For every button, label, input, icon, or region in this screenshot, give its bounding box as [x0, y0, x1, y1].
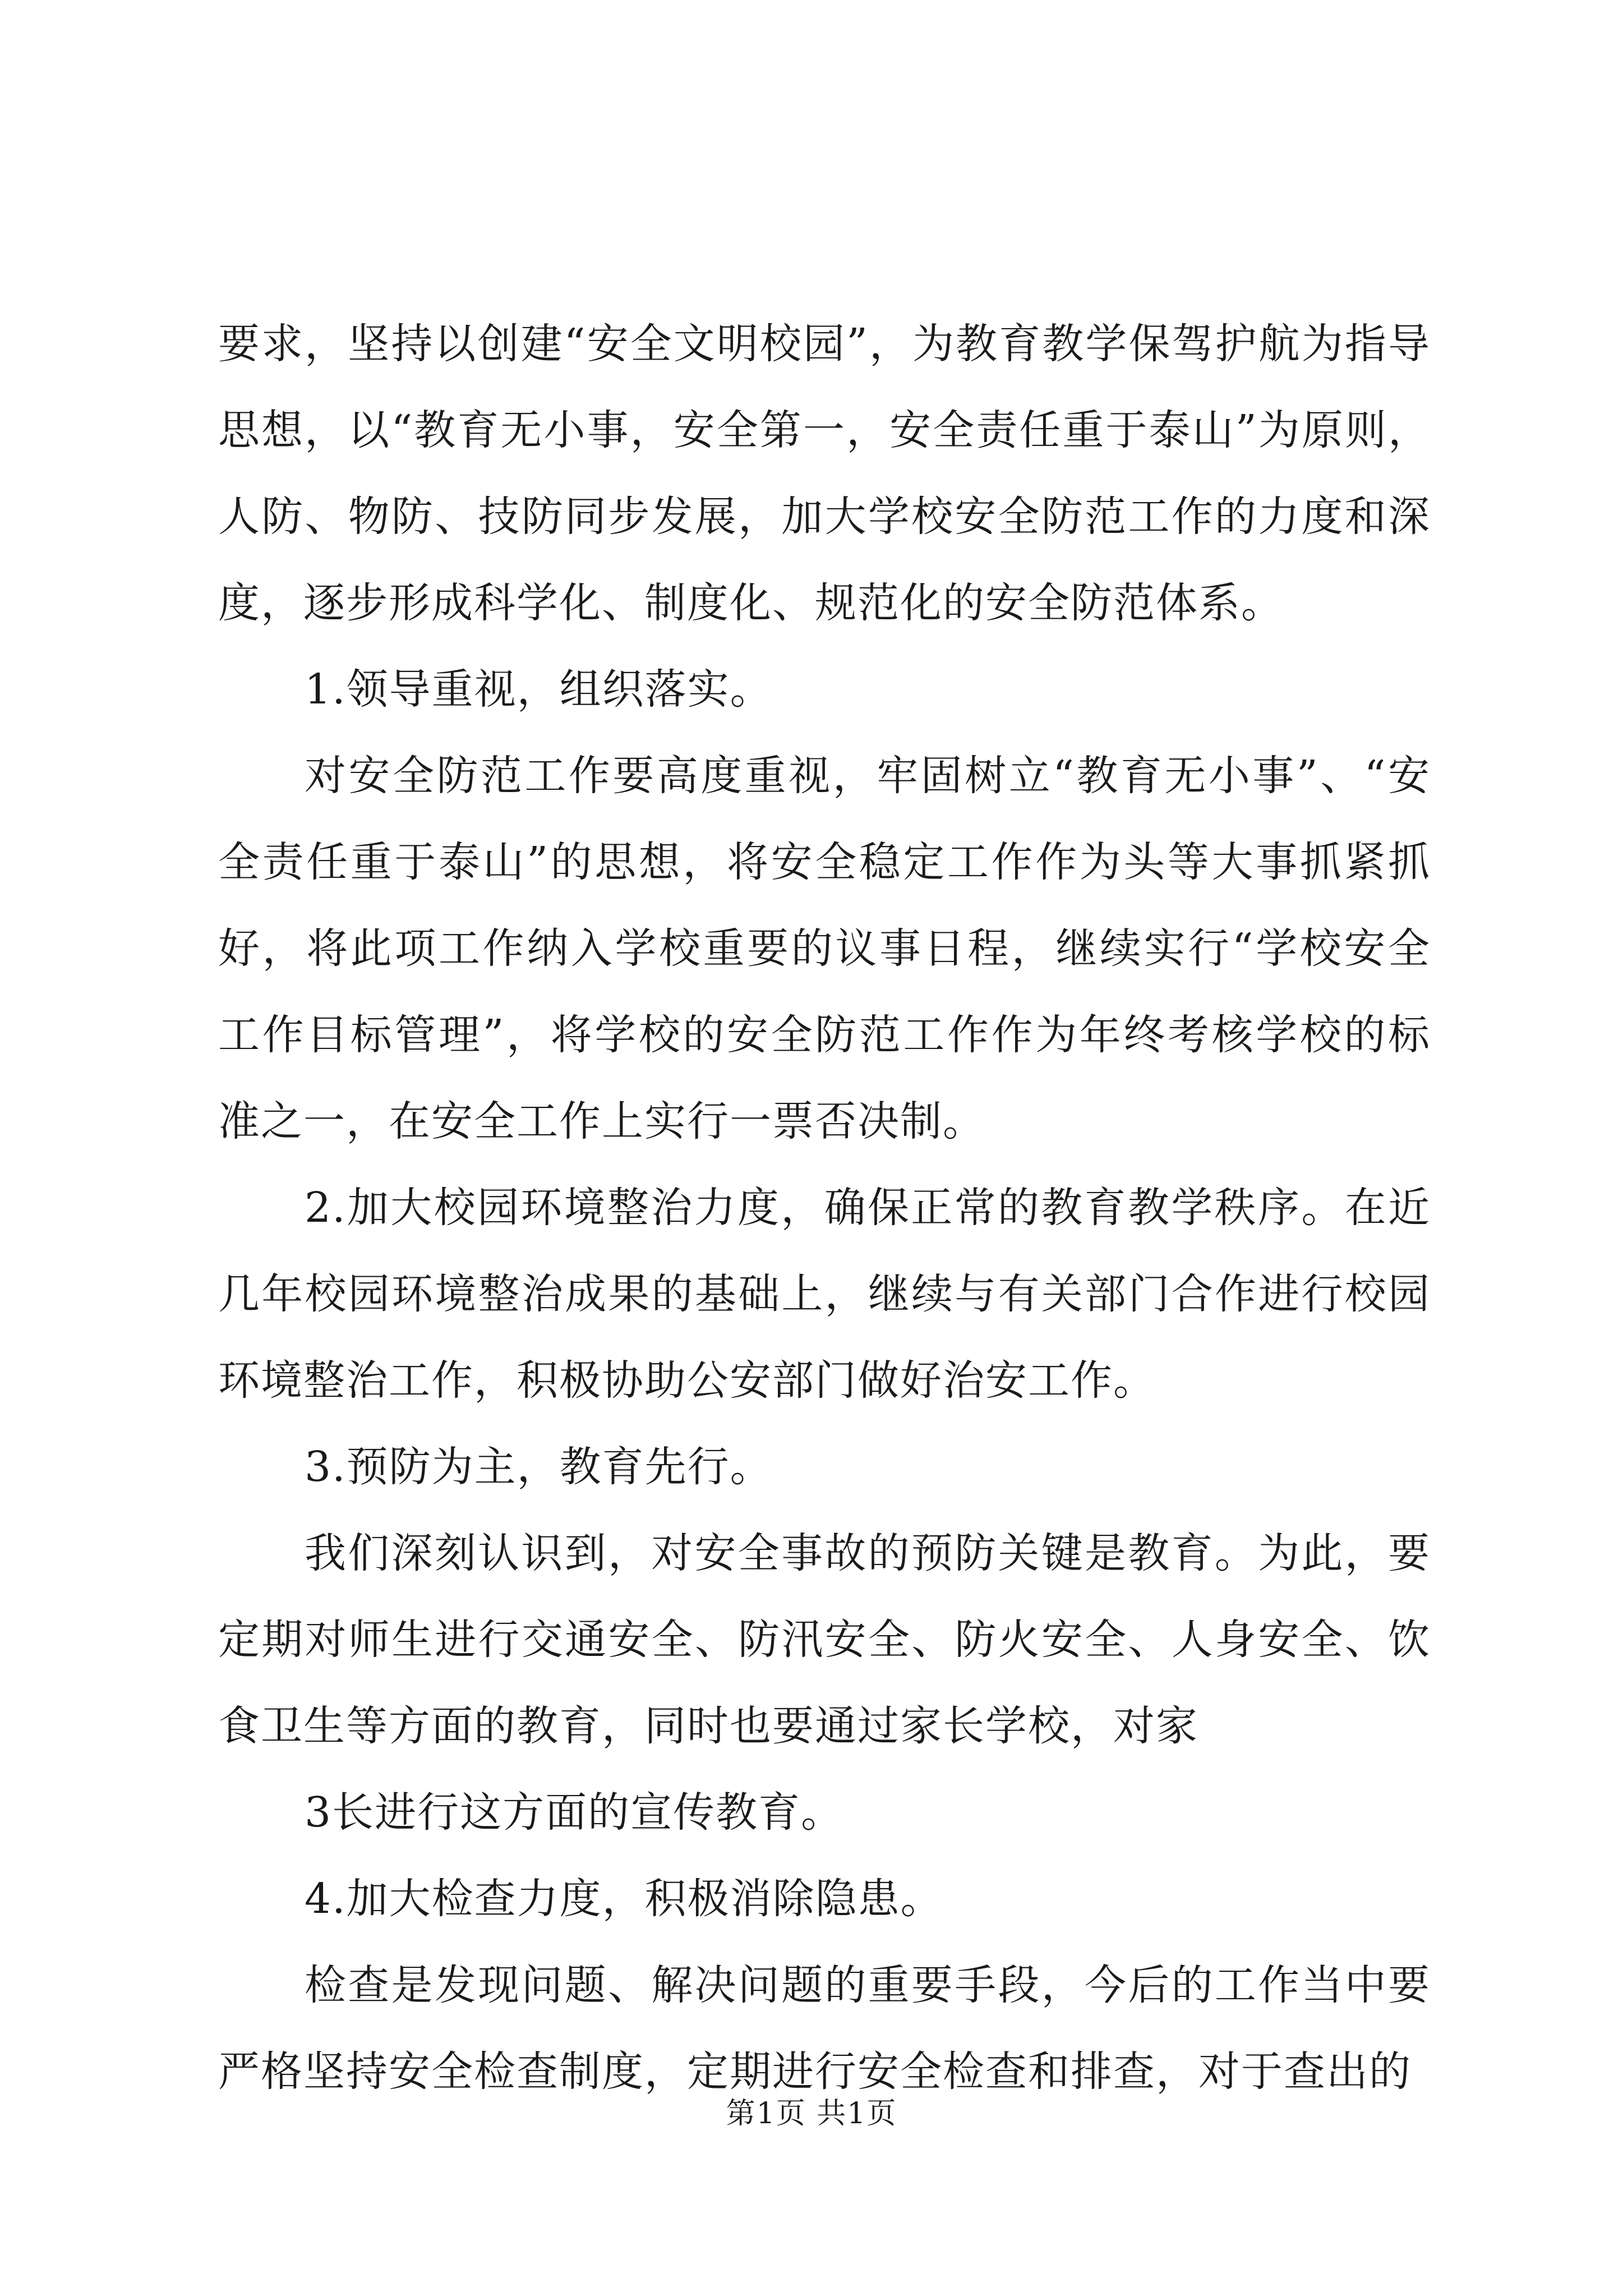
- paragraph-body-3-continued: 3长进行这方面的宣传教育。: [305, 1788, 844, 1837]
- paragraph-body-1: 对安全防范工作要高度重视，牢固树立“教育无小事”、“安全责任重于泰山”的思想，将安全稳定工作作为头等大事抓紧抓好，将此项工作纳入学校重要的议事日程，继续实行“学校安全工作目标管理”，将学校的安全防范工作作为年终考核学校的标准之一，在安全工作上实行一票否决制。: [218, 752, 1431, 1145]
- document-body: [218, 301, 1431, 2115]
- paragraph-intro: 要求，坚持以创建“安全文明校园”，为教育教学保驾护航为指导思想，以“教育无小事，安全第一，安全责任重于泰山”为原则，人防、物防、技防同步发展，加大学校安全防范工作的力度和深度，逐步形成科学化、制度化、规范化的安全防范体系。: [218, 320, 1431, 627]
- paragraph-body-4: 检查是发现问题、解决问题的重要手段，今后的工作当中要严格坚持安全检查制度，定期进行安全检查和排查，对于查出的: [218, 1961, 1431, 2096]
- paragraph-heading-4: 4.加大检查力度，积极消除隐患。: [305, 1875, 943, 1923]
- paragraph-heading-2: 2.加大校园环境整治力度，确保正常的教育教学秩序。在近几年校园环境整治成果的基础上，继续与有关部门合作进行校园环境整治工作，积极协助公安部门做好治安工作。: [218, 1184, 1431, 1405]
- paragraph-heading-1: 1.领导重视，组织落实。: [305, 665, 773, 714]
- page-number-footer: 第1页 共1页: [726, 2097, 897, 2131]
- paragraph-heading-3: 3.预防为主，教育先行。: [305, 1443, 773, 1491]
- paragraph-body-3: 我们深刻认识到，对安全事故的预防关键是教育。为此，要定期对师生进行交通安全、防汛安全、防火安全、人身安全、饮食卫生等方面的教育，同时也要通过家长学校，对家: [218, 1529, 1431, 1750]
